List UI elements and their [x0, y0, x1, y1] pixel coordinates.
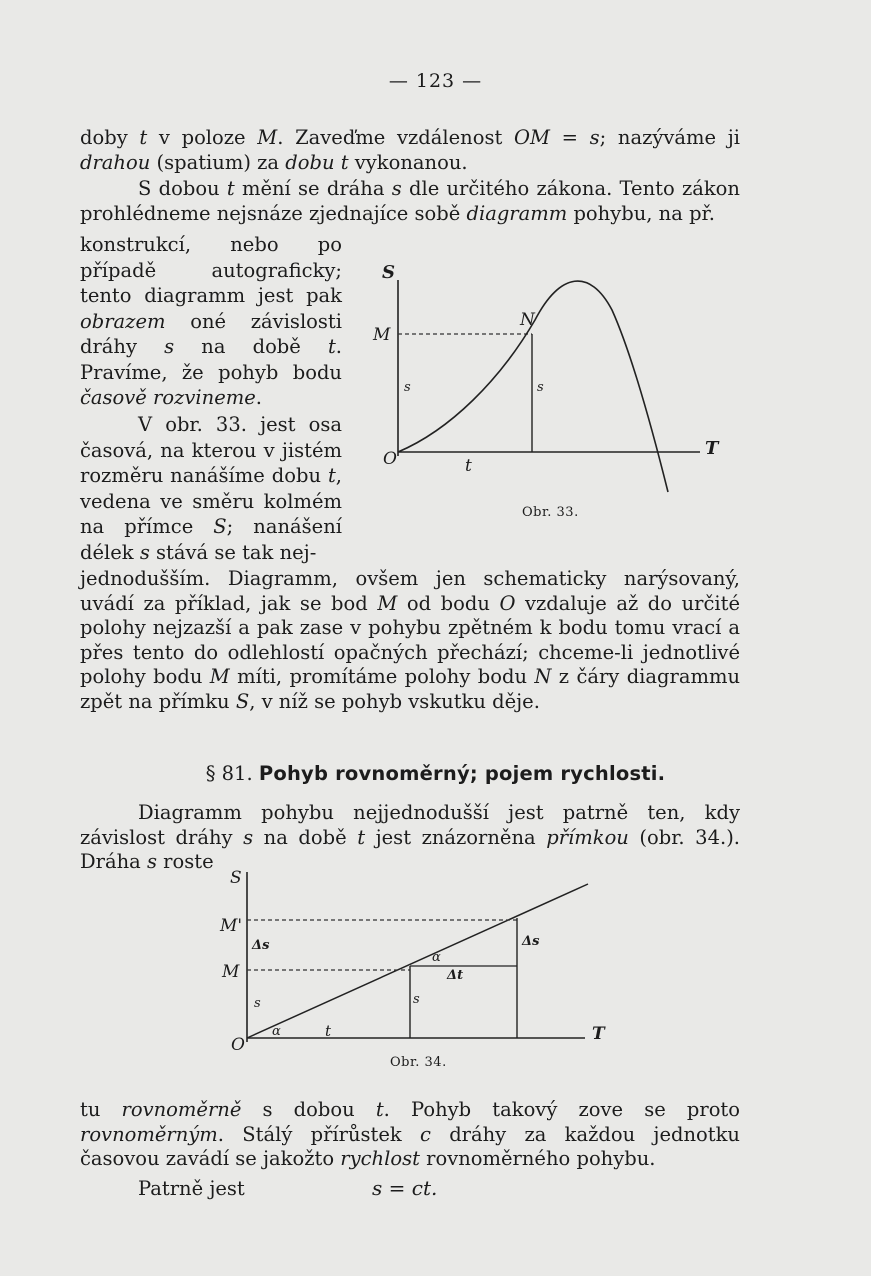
formula: s = ct. — [372, 1176, 438, 1200]
fig34-label-t: t — [325, 1022, 332, 1040]
fig33-label-N: N — [520, 310, 535, 330]
fig34-label-delta-s-right: Δs — [522, 934, 540, 949]
paragraph-6: Patrně jest — [138, 1177, 245, 1200]
fig34-label-O: O — [231, 1035, 245, 1055]
fig34-label-T: T — [592, 1024, 605, 1044]
fig33-label-M: M — [373, 325, 391, 345]
fig34-caption: Obr. 34. — [390, 1055, 447, 1070]
paragraph-4: Diagramm pohybu nejjednodušší jest patrně ten, kdy závislost dráhy s na době t jest znázorněna přímkou (obr. 34.). Dráha s roste — [80, 801, 741, 873]
fig34-label-delta-s-left: Δs — [252, 938, 270, 953]
paragraph-3: jednodušším. Diagramm, ovšem jen schematicky narýsovaný, uvádí za příklad, jak se bod M od bodu O vzdaluje až do určité polohy nejzazší a pak zase v pohybu zpětném k bodu tomu vrací a přes tento do odlehlostí opačných přechází; chceme-li jednotlivé polohy bodu M míti, promítáme polohy bodu N z čáry diagrammu zpět na přímku S, v níž se pohyb vskutku děje. — [80, 567, 741, 713]
paragraph-1: doby t v poloze M. Zaveďme vzdálenost OM = s; nazýváme ji drahou (spatium) za dobu t vykonanou. — [80, 126, 740, 174]
section-title: Pohyb rovnoměrný; pojem rychlosti. — [258, 762, 666, 785]
page-number: — 123 — — [388, 70, 483, 92]
fig34-label-delta-t: Δt — [447, 968, 464, 983]
paragraph-wrap-2: V obr. 33. jest osa časová, na kterou v jistém rozměru nanášíme dobu t, vedena ve směru kolmém na přímce S; nanášení délek s stává se tak nej- — [80, 413, 342, 564]
fig34-label-s-mid: s — [413, 992, 420, 1007]
paragraph-wrap-1: konstrukcí, nebo po případě autograficky; tento diagramm jest pak obrazem oné závislosti dráhy s na době t. Pravíme, že pohyb bodu časově rozvineme. — [80, 233, 342, 409]
fig34-label-M-prime: M' — [220, 916, 243, 936]
fig33-caption: Obr. 33. — [522, 505, 579, 520]
section-number: § 81. — [205, 762, 253, 785]
paragraph-2: S dobou t mění se dráha s dle určitého zákona. Tento zákon prohlédneme nejsnáze zjednajíce sobě diagramm pohybu, na př. — [80, 177, 740, 225]
fig33-label-T: T — [705, 438, 719, 459]
paragraph-5: tu rovnoměrně s dobou t. Pohyb takový zove se proto rovnoměrným. Stálý přírůstek c dráhy za každou jednotku časovou zavádí se jakožto rychlost rovnoměrného pohybu. — [80, 1098, 741, 1170]
fig33-label-t: t — [465, 456, 472, 476]
fig33-label-O: O — [383, 449, 397, 469]
fig34-line-st — [247, 884, 588, 1038]
fig34-label-alpha-high: α — [432, 950, 441, 965]
fig34-label-alpha-low: α — [272, 1024, 281, 1039]
fig33-label-s-right: s — [537, 380, 544, 395]
fig33-label-s-left: s — [404, 380, 411, 395]
fig34-label-M: M — [222, 962, 240, 982]
fig33-label-S: S — [382, 262, 395, 283]
fig34-label-s-left: s — [254, 996, 261, 1011]
fig34-label-S: S — [230, 868, 242, 888]
